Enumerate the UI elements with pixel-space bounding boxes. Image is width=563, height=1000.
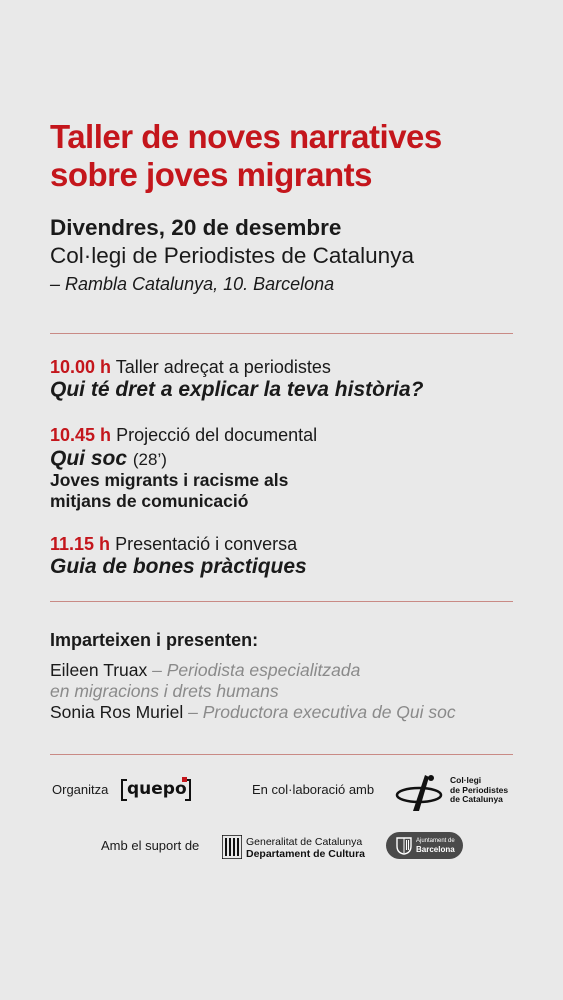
speaker-role: – Productora executiva de Qui soc [188, 702, 456, 722]
event-venue: Col·legi de Periodistes de Catalunya [50, 243, 414, 268]
subtitle-line-1: Joves migrants i racisme als [50, 470, 289, 490]
divider [50, 333, 513, 334]
ajuntament-line-1: Ajuntament de [416, 838, 455, 844]
cpc-line-2: de Periodistes [450, 784, 509, 795]
cpc-line-1: Col·legi [450, 775, 482, 785]
collab-label: En col·laboració amb [252, 782, 375, 797]
program-item-1-desc [50, 356, 331, 378]
divider [50, 754, 513, 755]
quepo-logo-text: quepo [127, 779, 187, 799]
quepo-logo [121, 775, 191, 805]
program-item-2-desc [50, 424, 317, 446]
program-description: Taller adreçat a periodistes [115, 357, 331, 377]
generalitat-logo [222, 833, 382, 863]
barcelona-shield-icon [396, 837, 412, 855]
program-item-2-headline [50, 446, 167, 473]
speaker-1 [50, 659, 360, 681]
documentary-duration: (28’) [132, 450, 167, 469]
speakers-heading: Imparteixen i presenten: [50, 630, 259, 650]
senyera-icon [222, 835, 242, 859]
program-time: 10.45 h [50, 425, 112, 445]
ajuntament-logo [386, 832, 463, 859]
ajuntament-line-2: Barcelona [416, 845, 455, 854]
divider [50, 601, 513, 602]
cpc-emblem-icon [395, 773, 447, 813]
cpc-line-3: de Catalunya [450, 794, 503, 804]
documentary-title: Qui soc [50, 447, 128, 470]
event-date: Divendres, 20 de desembre [50, 215, 342, 240]
program-description: Projecció del documental [116, 425, 318, 445]
program-description: Presentació i conversa [115, 534, 298, 554]
program-item-3-headline: Guia de bones pràctiques [50, 555, 307, 578]
organizer-label: Organitza [52, 782, 109, 797]
generalitat-line-1: Generalitat de Catalunya [246, 836, 363, 848]
program-time: 11.15 h [50, 534, 111, 554]
program-time: 10.00 h [50, 357, 112, 377]
speaker-1-role-cont: en migracions i drets humans [50, 681, 279, 701]
program-item-1-headline: Qui té dret a explicar la teva història? [50, 378, 424, 401]
event-address: – Rambla Catalunya, 10. Barcelona [50, 274, 335, 294]
program-item-2-subtitle [50, 470, 288, 512]
speaker-name: Eileen Truax [50, 660, 148, 680]
support-label: Amb el suport de [101, 838, 200, 853]
event-title [50, 118, 520, 194]
program-item-3-desc [50, 533, 297, 555]
speaker-name: Sonia Ros Muriel [50, 702, 184, 722]
title-line-1: Taller de noves narratives [50, 118, 442, 155]
cpc-logo-text [450, 776, 508, 805]
subtitle-line-2: mitjans de comunicació [50, 491, 249, 511]
generalitat-line-2: Departament de Cultura [246, 848, 366, 860]
speaker-role: – Periodista especialitzada [152, 660, 361, 680]
speaker-2 [50, 701, 456, 723]
cpc-logo [395, 773, 515, 813]
title-line-2: sobre joves migrants [50, 156, 372, 193]
